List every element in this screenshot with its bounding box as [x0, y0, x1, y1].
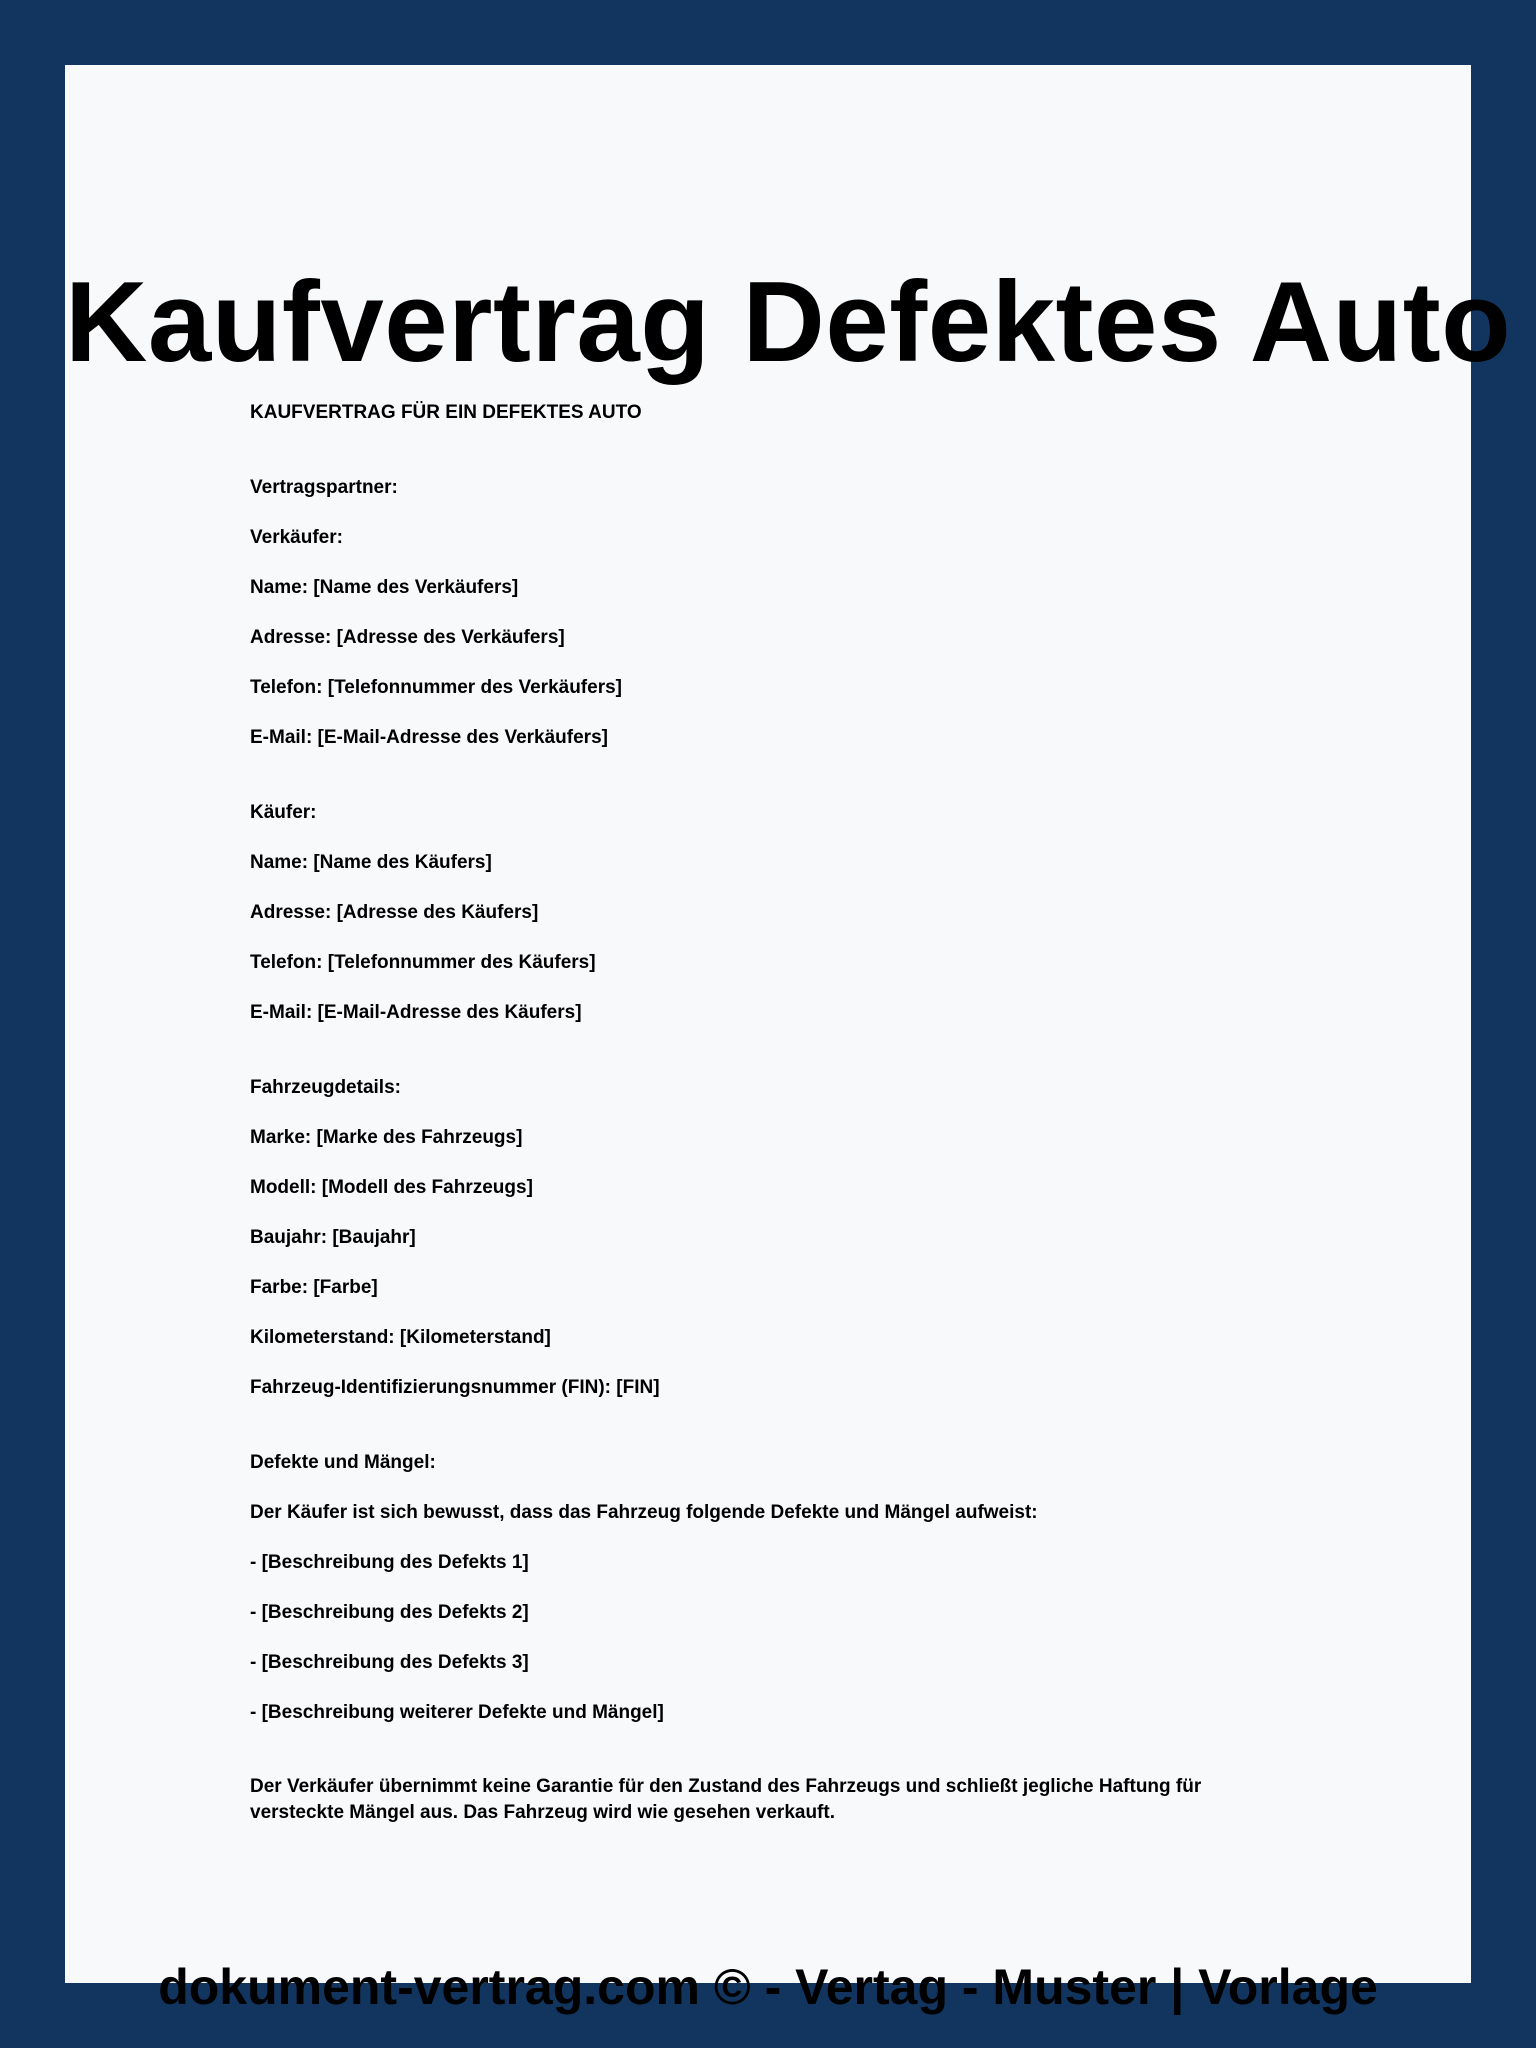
defect-item: - [Beschreibung des Defekts 3]	[250, 1652, 529, 1673]
buyer-address: Adresse: [Adresse des Käufers]	[250, 902, 539, 923]
contract-heading: KAUFVERTRAG FÜR EIN DEFEKTES AUTO	[250, 402, 642, 423]
defect-item: - [Beschreibung des Defekts 2]	[250, 1602, 529, 1623]
document-page	[65, 65, 1512, 2015]
seller-phone: Telefon: [Telefonnummer des Verkäufers]	[250, 677, 622, 698]
vehicle-make: Marke: [Marke des Fahrzeugs]	[250, 1127, 523, 1148]
buyer-label: Käufer:	[250, 802, 317, 823]
seller-label: Verkäufer:	[250, 527, 343, 548]
seller-address: Adresse: [Adresse des Verkäufers]	[250, 627, 565, 648]
buyer-name: Name: [Name des Käufers]	[250, 852, 492, 873]
defect-item: - [Beschreibung des Defekts 1]	[250, 1552, 529, 1573]
seller-email: E-Mail: [E-Mail-Adresse des Verkäufers]	[250, 727, 608, 748]
document-title: Kaufvertrag Defektes Auto	[65, 259, 1512, 386]
vehicle-model: Modell: [Modell des Fahrzeugs]	[250, 1177, 533, 1198]
vehicle-vin: Fahrzeug-Identifizierungsnummer (FIN): [FIN]	[250, 1377, 660, 1398]
buyer-email: E-Mail: [E-Mail-Adresse des Käufers]	[250, 1002, 582, 1023]
defects-intro: Der Käufer ist sich bewusst, dass das Fahrzeug folgende Defekte und Mängel aufweist:	[250, 1502, 1038, 1523]
vehicle-year: Baujahr: [Baujahr]	[250, 1227, 416, 1248]
vehicle-color: Farbe: [Farbe]	[250, 1277, 378, 1298]
footer-text: dokument-vertrag.com © - Vertag - Muster | Vorlage	[158, 1959, 1378, 2015]
buyer-phone: Telefon: [Telefonnummer des Käufers]	[250, 952, 596, 973]
defect-item: - [Beschreibung weiterer Defekte und Mängel]	[250, 1702, 664, 1723]
defects-label: Defekte und Mängel:	[250, 1452, 436, 1473]
vehicle-label: Fahrzeugdetails:	[250, 1077, 401, 1098]
vehicle-mileage: Kilometerstand: [Kilometerstand]	[250, 1327, 551, 1348]
parties-label: Vertragspartner:	[250, 477, 398, 498]
seller-name: Name: [Name des Verkäufers]	[250, 577, 519, 598]
disclaimer-paragraph: Der Verkäufer übernimmt keine Garantie für den Zustand des Fahrzeugs und schließt jegliche Haftung für versteckte Mängel aus. Das Fahrzeug wird wie gesehen verkauft.	[250, 1776, 1202, 1823]
